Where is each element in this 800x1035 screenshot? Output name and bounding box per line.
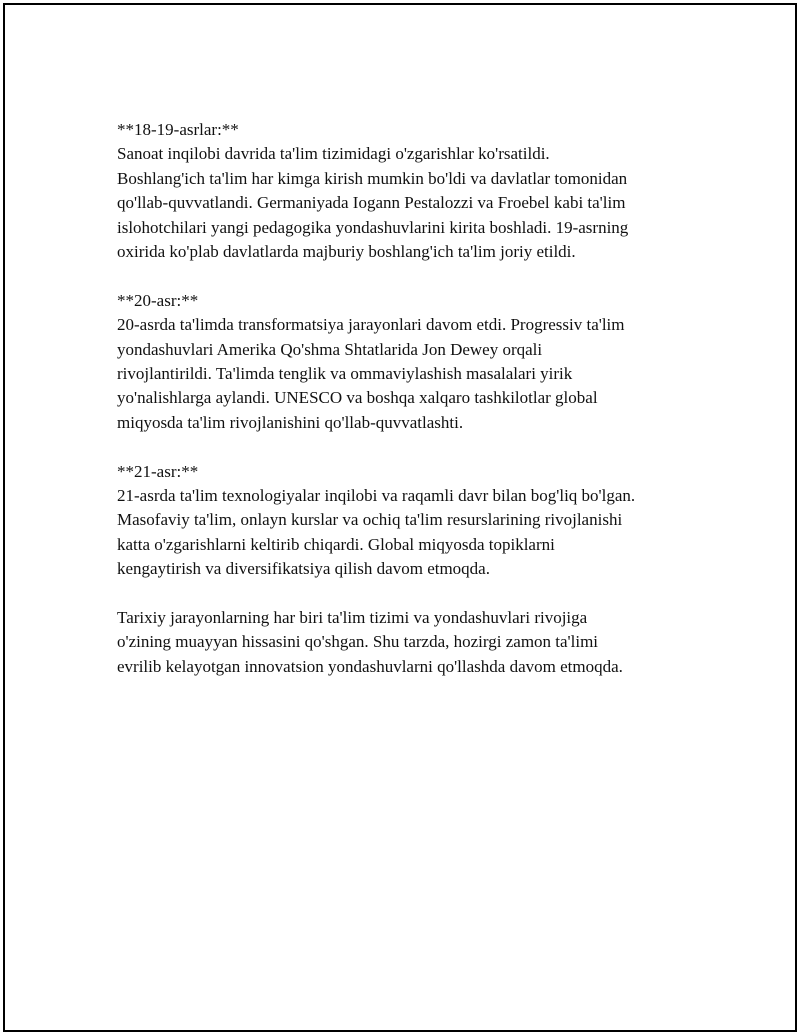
section-heading: **20-asr:** bbox=[117, 290, 199, 310]
paragraph-line: oxirida ko'plab davlatlarda majburiy boshlang'ich ta'lim joriy etildi. bbox=[117, 242, 576, 262]
paragraph-line: rivojlantirildi. Ta'limda tenglik va ommaviylashish masalalari yirik bbox=[117, 364, 573, 384]
paragraph-line: yo'nalishlarga aylandi. UNESCO va boshqa xalqaro tashkilotlar global bbox=[117, 388, 598, 408]
conclusion-paragraph bbox=[117, 606, 707, 679]
conclusion bbox=[117, 606, 707, 679]
section-paragraph bbox=[117, 313, 707, 435]
paragraph-line: evrilib kelayotgan innovatsion yondashuvlarni qo'llashda davom etmoqda. bbox=[117, 656, 623, 676]
paragraph-line: islohotchilari yangi pedagogika yondashuvlarini kirita boshladi. 19-asrning bbox=[117, 217, 629, 237]
paragraph-line: yondashuvlari Amerika Qo'shma Shtatlarida Jon Dewey orqali bbox=[117, 339, 543, 359]
section-18-19-century bbox=[117, 118, 707, 264]
section-paragraph bbox=[117, 484, 707, 582]
paragraph-line: Sanoat inqilobi davrida ta'lim tizimidagi o'zgarishlar ko'rsatildi. bbox=[117, 144, 550, 164]
paragraph-line: katta o'zgarishlarni keltirib chiqardi. Global miqyosda topiklarni bbox=[117, 534, 555, 554]
paragraph-line: 20-asrda ta'limda transformatsiya jarayonlari davom etdi. Progressiv ta'lim bbox=[117, 315, 625, 335]
paragraph-line: Boshlang'ich ta'lim har kimga kirish mumkin bo'ldi va davlatlar tomonidan bbox=[117, 168, 628, 188]
section-heading: **21-asr:** bbox=[117, 461, 199, 481]
document-body bbox=[117, 118, 707, 704]
section-21-century bbox=[117, 460, 707, 582]
paragraph-line: kengaytirish va diversifikatsiya qilish davom etmoqda. bbox=[117, 559, 490, 579]
paragraph-line: miqyosda ta'lim rivojlanishini qo'llab-quvvatlashti. bbox=[117, 412, 464, 432]
paragraph-line: Tarixiy jarayonlarning har biri ta'lim tizimi va yondashuvlari rivojiga bbox=[117, 608, 588, 628]
paragraph-line: 21-asrda ta'lim texnologiyalar inqilobi va raqamli davr bilan bog'liq bo'lgan. bbox=[117, 486, 636, 506]
section-heading: **18-19-asrlar:** bbox=[117, 120, 239, 139]
paragraph-line: o'zining muayyan hissasini qo'shgan. Shu tarzda, hozirgi zamon ta'limi bbox=[117, 632, 599, 652]
paragraph-line: qo'llab-quvvatlandi. Germaniyada Iogann Pestalozzi va Froebel kabi ta'lim bbox=[117, 193, 626, 213]
section-20-century bbox=[117, 289, 707, 435]
paragraph-line: Masofaviy ta'lim, onlayn kurslar va ochiq ta'lim resurslarining rivojlanishi bbox=[117, 510, 623, 530]
section-paragraph bbox=[117, 142, 707, 264]
